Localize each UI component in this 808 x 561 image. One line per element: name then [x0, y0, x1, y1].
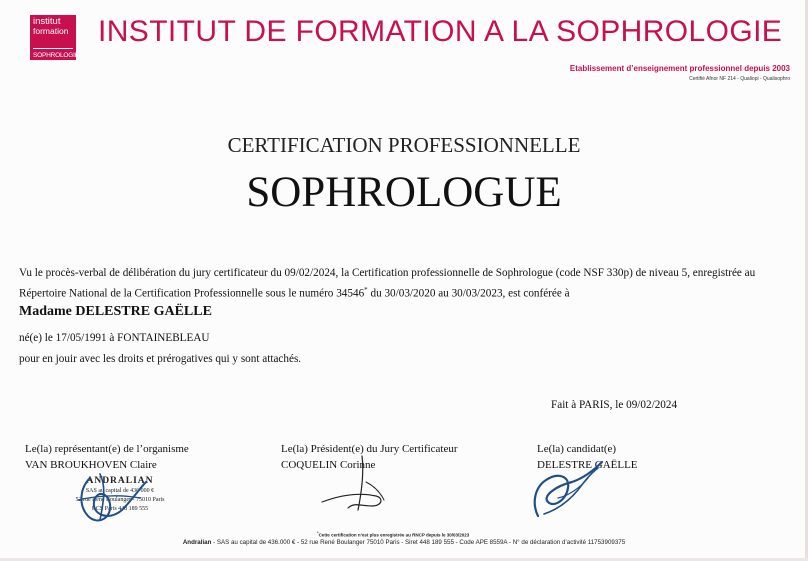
footer-company: Andralian — [182, 539, 212, 546]
footnote-mark-footer: * — [317, 530, 319, 535]
logo-line-1: institut — [33, 16, 61, 27]
footer-legal: - SAS au capital de 436.000 € - 52 rue René Boulanger 75010 Paris - Siret 448 189 555 - Code APE 8559A - N° de déclaration d’activité 11753909375 — [211, 539, 626, 546]
recipient-name: Madame DELESTRE GAËLLE — [19, 304, 212, 319]
stamp-company: ANDRALIAN — [86, 476, 154, 486]
rights-statement: pour en jouir avec les droits et prérogatives qui y sont attachés. — [19, 353, 302, 365]
conferral-text-2: du 30/03/2020 au 30/03/2023, est conférée à — [367, 287, 570, 300]
institute-subtitle: Etablissement d’enseignement professionnel depuis 2003 — [569, 64, 790, 73]
signatory-3-role: Le(la) candidat(e) — [537, 443, 617, 455]
logo-line-2: formation — [33, 26, 69, 36]
signature-representative — [60, 470, 160, 528]
signatory-2-role: Le(la) Président(e) du Jury Certificateur — [281, 443, 458, 455]
stamp-rcs: RCS Paris 448 189 555 — [91, 506, 149, 512]
signature-candidate — [528, 458, 608, 524]
conferral-text-1: Vu le procès-verbal de délibération du jury certificateur du 09/02/2024, la Certification professionnelle de Sophrologue (code NSF 330p) de niveau 5, enregistrée au Répertoire National de la Certification Professionnelle sous le numéro 34546 — [19, 267, 756, 300]
conferral-paragraph — [19, 265, 779, 303]
stamp-capital: SAS au capital de 436 000 € — [85, 488, 155, 494]
logo-line-3: SOPHROLOGIE — [33, 52, 79, 59]
footnote-mark: * — [364, 286, 368, 294]
institute-name: INSTITUT DE FORMATION A LA SOPHROLOGIE — [98, 15, 783, 48]
signatory-1-role: Le(la) représentant(e) de l’organisme — [25, 443, 189, 455]
signature-jury-president — [318, 452, 398, 522]
signatory-1-name: VAN BROUKHOVEN Claire — [25, 459, 157, 471]
place-and-date: Fait à PARIS, le 09/02/2024 — [551, 399, 678, 411]
institute-logo — [30, 15, 79, 60]
certificate-title: SOPHROLOGUE — [246, 169, 562, 216]
stamp-address: 52 rue René Boulanger - 75010 Paris — [75, 497, 165, 503]
signatory-3-name: DELESTRE GAËLLE — [537, 459, 638, 471]
recipient-birth: né(e) le 17/05/1991 à FONTAINEBLEAU — [19, 332, 210, 344]
logo-divider — [33, 48, 73, 49]
institute-certifications: Certifié Afnor NF 214 - Qualiopi - Qualisophro — [689, 76, 790, 82]
rncp-footnote — [317, 530, 469, 538]
signatory-2-name: COQUELIN Corinne — [281, 459, 376, 471]
certificate-kind: CERTIFICATION PROFESSIONNELLE — [227, 133, 581, 157]
footnote-text: Cette certification n’est plus enregistrée au RNCP depuis le 30/03/2023 — [318, 532, 470, 538]
legal-footer — [0, 539, 808, 546]
